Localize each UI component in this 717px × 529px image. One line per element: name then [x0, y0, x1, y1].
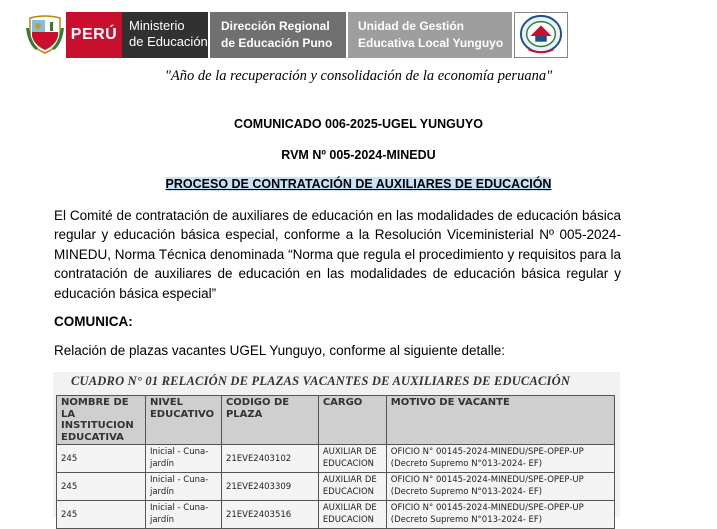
cell-codigo: 21EVE2403309: [221, 473, 318, 501]
cell-motivo: OFICIO N° 00145-2024-MINEDU/SPE-OPEP-UP (Decreto Supremo N°013-2024- EF): [386, 473, 614, 501]
cell-nivel: Inicial - Cuna-jardín: [145, 445, 221, 473]
ugel-seal-icon: [515, 13, 567, 57]
direction-line1: Dirección Regional: [221, 19, 330, 33]
header-ie: NOMBRE DE LA INSTITUCION EDUCATIVA: [57, 396, 146, 445]
table-row: [57, 473, 615, 501]
header-nivel: NIVEL EDUCATIVO: [145, 396, 221, 445]
peru-brand-block: PERÚ: [66, 12, 122, 58]
table-header-row: [57, 396, 615, 445]
table-row: [57, 501, 615, 529]
cell-nivel: Inicial - Cuna-jardín: [145, 473, 221, 501]
cell-motivo: OFICIO N° 00145-2024-MINEDU/SPE-OPEP-UP (Decreto Supremo N°013-2024- EF): [386, 501, 614, 529]
ugel-block: [348, 12, 512, 58]
cell-codigo: 21EVE2403516: [221, 501, 318, 529]
cell-cargo: AUXILIAR DE EDUCACION: [318, 501, 386, 529]
header-codigo: CODIGO DE PLAZA: [221, 396, 318, 445]
ministry-line2: de Educación: [129, 34, 208, 49]
ugel-logo: [514, 12, 568, 58]
header-motivo: MOTIVO DE VACANTE: [386, 396, 614, 445]
table-title: CUADRO N° 01 RELACIÓN DE PLAZAS VACANTES DE AUXILIARES DE EDUCACIÓN: [71, 374, 571, 388]
letterhead: [0, 0, 717, 70]
relation-text: Relación de plazas vacantes UGEL Yunguyo, conforme al siguiente detalle:: [54, 343, 506, 358]
process-title: [0, 177, 717, 191]
process-title-text: PROCESO DE CONTRATACIÓN DE AUXILIARES DE EDUCACIÓN: [165, 177, 552, 191]
header-cargo: CARGO: [318, 396, 386, 445]
direction-line2: de Educación Puno: [221, 36, 333, 50]
cell-cargo: AUXILIAR DE EDUCACION: [318, 445, 386, 473]
peru-coat-of-arms-icon: [26, 14, 64, 54]
year-motto: "Año de la recuperación y consolidación de la economía peruana": [164, 68, 553, 84]
cell-cargo: AUXILIAR DE EDUCACION: [318, 473, 386, 501]
table-row: [57, 445, 615, 473]
comunica-heading: COMUNICA:: [54, 314, 133, 329]
ministry-block: [122, 12, 208, 58]
cell-ie: 245: [57, 445, 146, 473]
resolution-title: RVM Nº 005-2024-MINEDU: [281, 148, 436, 162]
cell-motivo: OFICIO N° 00145-2024-MINEDU/SPE-OPEP-UP (Decreto Supremo N°013-2024- EF): [386, 445, 614, 473]
ministry-line1: Ministerio: [129, 18, 185, 33]
ugel-line1: Unidad de Gestión: [358, 19, 465, 33]
intro-paragraph: El Comité de contratación de auxiliares de educación en las modalidades de educación básica regular y educación básica especial, conforme a la Resolución Viceministerial Nº 005-2024-MINEDU, Norma Técnica denominada “Norma que regula el procedimiento y requisitos para la contratación de auxiliares de educación en las modalidades de educación básica regular y educación básica especial”: [54, 208, 621, 301]
communique-title: COMUNICADO 006-2025-UGEL YUNGUYO: [234, 117, 483, 131]
cell-ie: 245: [57, 473, 146, 501]
ugel-line2: Educativa Local Yunguyo: [358, 36, 504, 50]
cell-nivel: Inicial - Cuna-jardín: [145, 501, 221, 529]
vacancies-table: [56, 395, 615, 529]
cell-ie: 245: [57, 501, 146, 529]
regional-direction-block: [210, 12, 346, 58]
cell-codigo: 21EVE2403102: [221, 445, 318, 473]
vacancies-table-scan: [53, 372, 620, 525]
